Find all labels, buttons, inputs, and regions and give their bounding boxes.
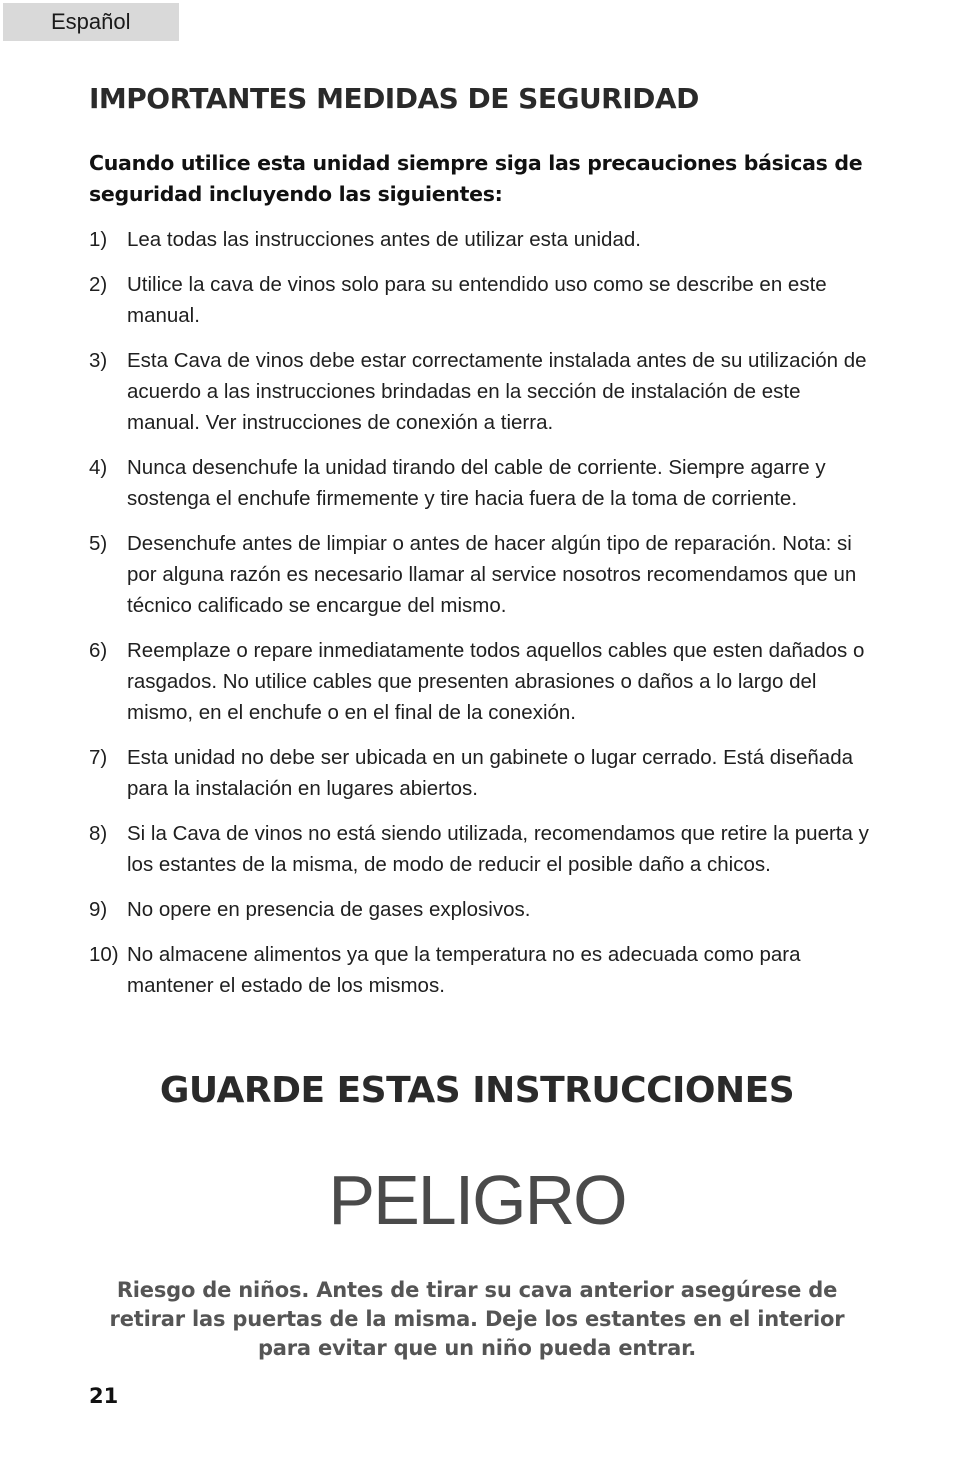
- item-number: 4): [89, 456, 108, 479]
- list-item: [89, 742, 879, 804]
- item-text: Desenchufe antes de limpiar o antes de hacer algún tipo de reparación. Nota: si por alguna razón es necesario llamar al service nosotros recomendamos que un técnico calificado se encargue del mismo.: [127, 532, 857, 617]
- item-text: Lea todas las instrucciones antes de utilizar esta unidad.: [127, 228, 641, 251]
- list-item: [89, 818, 879, 880]
- item-number: 8): [89, 822, 108, 845]
- safety-list: [89, 224, 879, 1015]
- item-text: Nunca desenchufe la unidad tirando del cable de corriente. Siempre agarre y sostenga el enchufe firmemente y tire hacia fuera de la toma de corriente.: [127, 456, 826, 510]
- item-number: 5): [89, 532, 108, 555]
- danger-warning-text: Riesgo de niños. Antes de tirar su cava anterior asegúrese de retirar las puertas de la misma. Deje los estantes en el interior para evitar que un niño pueda entrar.: [109, 1278, 845, 1360]
- item-number: 6): [89, 639, 108, 662]
- item-number: 9): [89, 898, 108, 921]
- list-item: [89, 224, 879, 255]
- item-text: Esta unidad no debe ser ubicada en un gabinete o lugar cerrado. Está diseñada para la instalación en lugares abiertos.: [127, 746, 853, 800]
- list-item: [89, 635, 879, 728]
- save-instructions-heading: GUARDE ESTAS INSTRUCCIONES: [159, 1070, 795, 1111]
- item-text: Esta Cava de vinos debe estar correctamente instalada antes de su utilización de acuerdo a las instrucciones brindadas en la sección de instalación de este manual. Ver instrucciones de conexión a tierra.: [127, 349, 867, 434]
- danger-title: PELIGRO: [328, 1161, 626, 1239]
- item-text: No opere en presencia de gases explosivos.: [127, 898, 531, 921]
- item-number: 10): [89, 943, 119, 966]
- list-item: [89, 939, 879, 1001]
- list-item: [89, 452, 879, 514]
- item-text: Utilice la cava de vinos solo para su entendido uso como se describe en este manual.: [127, 273, 827, 327]
- main-heading: IMPORTANTES MEDIDAS DE SEGURIDAD: [89, 82, 699, 115]
- intro-text: Cuando utilice esta unidad siempre siga las precauciones básicas de seguridad incluyendo las siguientes:: [89, 151, 863, 206]
- list-item: [89, 345, 879, 438]
- item-text: Reemplaze o repare inmediatamente todos aquellos cables que esten dañados o rasgados. No utilice cables que presenten abrasiones o daños a lo largo del mismo, en el enchufe o en el final de la conexión.: [127, 639, 865, 724]
- item-text: Si la Cava de vinos no está siendo utilizada, recomendamos que retire la puerta y los estantes de la misma, de modo de reducir el posible daño a chicos.: [127, 822, 869, 876]
- item-number: 1): [89, 228, 108, 251]
- language-tab: Español: [3, 3, 179, 41]
- item-number: 2): [89, 273, 108, 296]
- item-number: 7): [89, 746, 108, 769]
- page-number: 21: [89, 1384, 119, 1408]
- list-item: [89, 894, 879, 925]
- item-text: No almacene alimentos ya que la temperatura no es adecuada como para mantener el estado de los mismos.: [127, 943, 801, 997]
- list-item: [89, 269, 879, 331]
- item-number: 3): [89, 349, 108, 372]
- list-item: [89, 528, 879, 621]
